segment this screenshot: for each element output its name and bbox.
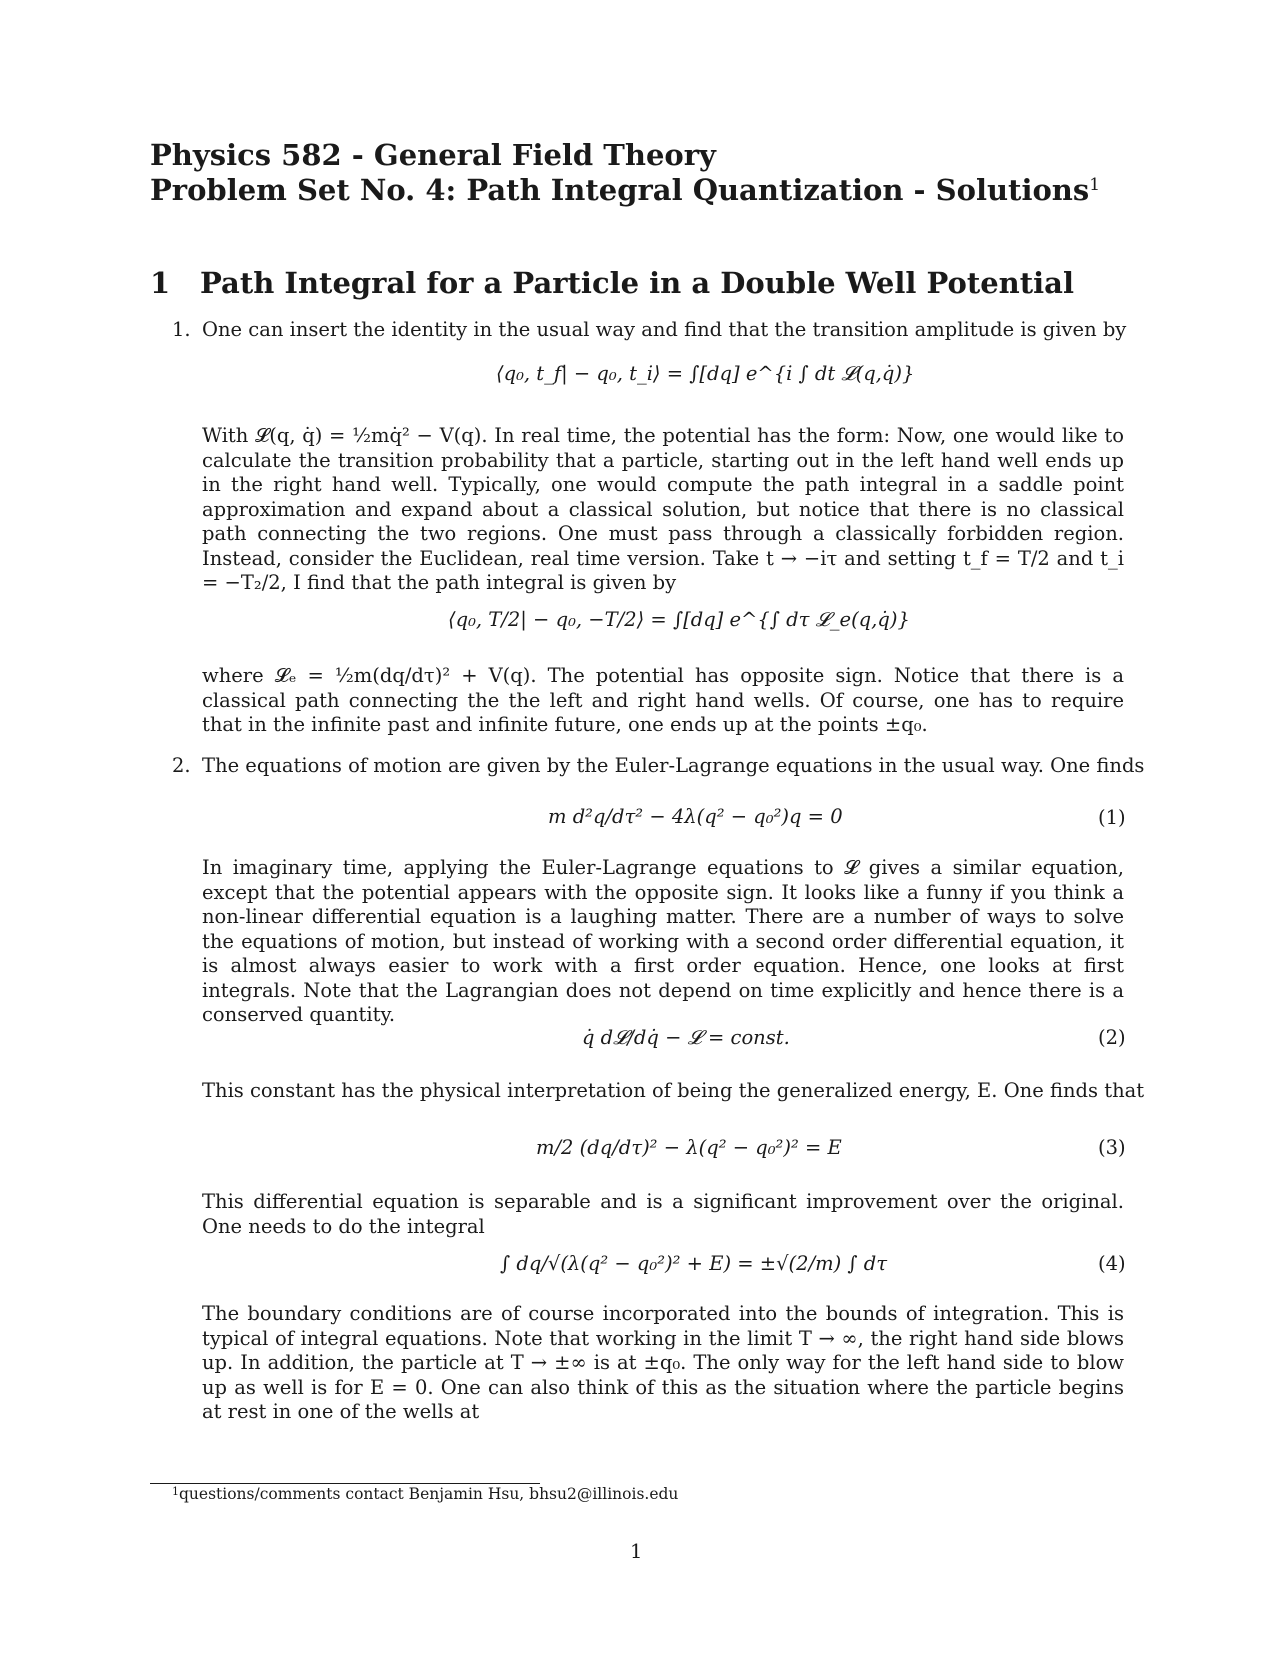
problem-set-title: [150, 172, 1100, 213]
paragraph-boundary: The boundary conditions are of course incorporated into the bounds of integration. This is typical of integral equations. Note that working in the limit T → ∞, the right hand side blows up. In addition, the particle at T → ±∞ is at ±q₀. The only way for the left hand side to blow up as well is for E = 0. One can also think of this as the situation where the particle begins at rest in one of the wells at: [202, 1302, 1124, 1423]
item-number-1: 1.: [172, 318, 191, 341]
section-number: 1: [150, 266, 171, 300]
footnote: [172, 1485, 678, 1503]
item-number-2: 2.: [172, 754, 191, 777]
page-number: 1: [630, 1540, 643, 1563]
equation-3-label: (3): [1098, 1136, 1126, 1159]
problem-set-title-text: Problem Set No. 4: Path Integral Quantization - Solutions: [150, 173, 1090, 207]
equation-4-label: (4): [1098, 1252, 1126, 1275]
equation-2-label: (2): [1098, 1026, 1126, 1049]
item-1-intro: One can insert the identity in the usual way and find that the transition amplitude is given by: [202, 318, 1127, 341]
paragraph-imaginary-time: In imaginary time, applying the Euler-Lagrange equations to 𝓛 gives a similar equation, except that the potential appears with the opposite sign. It looks like a funny if you think a non-linear differential equation is a laughing matter. There are a number of ways to solve the equations of motion, but instead of working with a second order differential equation, it is almost always easier to work with a first order equation. Hence, one looks at first integrals. Note that the Lagrangian does not depend on time explicitly and hence there is a conserved quantity.: [202, 856, 1124, 1026]
equation-euclidean: ⟨q₀, T/2| − q₀, −T/2⟩ = ∫[dq] e^{∫ dτ 𝓛_e(q,q̇)}: [448, 608, 910, 631]
title-footnote-mark: 1: [1089, 175, 1101, 195]
footnote-text: questions/comments contact Benjamin Hsu, bhsu2@illinois.edu: [179, 1485, 679, 1503]
footnote-rule: [150, 1483, 540, 1484]
equation-1: m d²q/dτ² − 4λ(q² − q₀²)q = 0: [548, 805, 843, 828]
section-heading: [150, 266, 1074, 300]
equation-1-label: (1): [1098, 806, 1126, 829]
equation-amplitude: ⟨q₀, t_f| − q₀, t_i⟩ = ∫[dq] e^{i ∫ dt 𝓛(q,q̇)}: [496, 362, 915, 385]
paragraph-separable: This differential equation is separable and is a significant improvement over the original. One needs to do the integral: [202, 1190, 1124, 1238]
paragraph-energy: This constant has the physical interpretation of being the generalized energy, E. One finds that: [202, 1079, 1145, 1102]
section-title: Path Integral for a Particle in a Double Well Potential: [200, 266, 1074, 300]
course-title: Physics 582 - General Field Theory: [150, 138, 716, 172]
footnote-mark: 1: [172, 1485, 179, 1498]
item-2-intro: The equations of motion are given by the Euler-Lagrange equations in the usual way. One finds: [202, 754, 1145, 777]
paragraph-real-time: With 𝓛(q, q̇) = ½mq̇² − V(q). In real time, the potential has the form: Now, one would like to calculate the transition probability that a particle, starting out in the left hand well ends up in the right hand well. Typically, one would compute the path integral in a saddle point approximation and expand about a classical solution, but notice that there is no classical path connecting the two regions. One must pass through a classically forbidden region. Instead, consider the Euclidean, real time version. Take t → −iτ and setting t_f = T/2 and t_i = −T₂/2, I find that the path integral is given by: [202, 424, 1124, 594]
equation-2: q̇ d𝓛/dq̇ − 𝓛 = const.: [582, 1026, 790, 1049]
equation-3: m/2 (dq/dτ)² − λ(q² − q₀²)² = E: [536, 1136, 842, 1159]
equation-4: ∫ dq/√(λ(q² − q₀²)² + E) = ±√(2/m) ∫ dτ: [500, 1252, 888, 1275]
paragraph-euclidean-lagrangian: where 𝓛ₑ = ½m(dq/dτ)² + V(q). The potential has opposite sign. Notice that there is a classical path connecting the the left and right hand wells. Of course, one has to require that in the infinite past and infinite future, one ends up at the points ±q₀.: [202, 664, 1124, 736]
